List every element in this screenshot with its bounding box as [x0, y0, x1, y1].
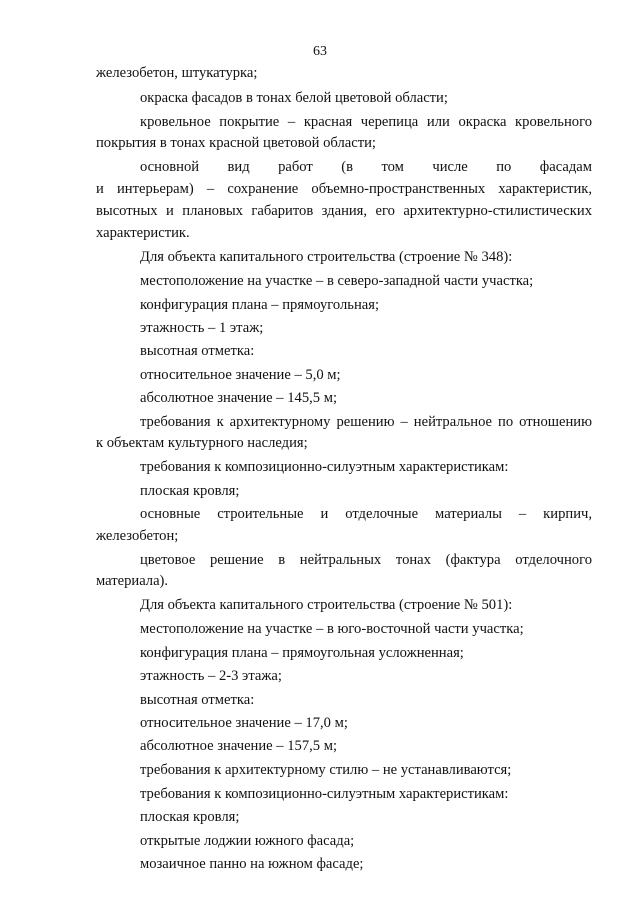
text-line: мозаичное панно на южном фасаде; [140, 856, 364, 872]
text-line: относительное значение – 5,0 м; [140, 367, 341, 383]
text-line: конфигурация плана – прямоугольная; [140, 297, 380, 313]
text-line: требования к композиционно-силуэтным характеристикам: [140, 459, 509, 475]
text-line: основной вид работ (в том числе по фасадам [140, 159, 592, 175]
text-line: высотных и плановых габаритов здания, его архитектурно-стилистических [96, 203, 592, 219]
text-line: этажность – 2-3 этажа; [140, 668, 282, 684]
text-line: этажность – 1 этаж; [140, 320, 264, 336]
text-line: к объектам культурного наследия; [96, 435, 308, 451]
text-line: цветовое решение в нейтральных тонах (фактура отделочного [140, 552, 592, 568]
text-line: покрытия в тонах красной цветовой области; [96, 135, 376, 151]
text-line: материала). [96, 573, 169, 589]
text-line: кровельное покрытие – красная черепица или окраска кровельного [140, 114, 592, 130]
text-line: конфигурация плана – прямоугольная усложненная; [140, 645, 464, 661]
text-line: относительное значение – 17,0 м; [140, 715, 348, 731]
text-line: и интерьерам) – сохранение объемно-пространственных характеристик, [96, 181, 592, 197]
text-line: Для объекта капитального строительства (строение № 348): [140, 249, 513, 265]
text-line: характеристик. [96, 225, 190, 241]
text-line: плоская кровля; [140, 483, 240, 499]
page-number: 63 [313, 44, 327, 59]
text-line: открытые лоджии южного фасада; [140, 833, 355, 849]
text-line: местоположение на участке – в юго-восточной части участка; [140, 621, 524, 637]
text-line: окраска фасадов в тонах белой цветовой области; [140, 90, 448, 106]
text-line: высотная отметка: [140, 692, 255, 708]
text-line: высотная отметка: [140, 343, 255, 359]
text-line: Для объекта капитального строительства (строение № 501): [140, 597, 513, 613]
text-line: местоположение на участке – в северо-западной части участка; [140, 273, 534, 289]
text-line: основные строительные и отделочные материалы – кирпич, [140, 506, 592, 522]
text-line: требования к архитектурному стилю – не устанавливаются; [140, 762, 512, 778]
text-line: требования к архитектурному решению – нейтральное по отношению [140, 414, 592, 430]
text-line: абсолютное значение – 145,5 м; [140, 390, 338, 406]
text-line: абсолютное значение – 157,5 м; [140, 738, 338, 754]
text-line: железобетон; [96, 528, 179, 544]
text-line: железобетон, штукатурка; [96, 65, 258, 81]
text-line: плоская кровля; [140, 809, 240, 825]
text-line: требования к композиционно-силуэтным характеристикам: [140, 786, 509, 802]
